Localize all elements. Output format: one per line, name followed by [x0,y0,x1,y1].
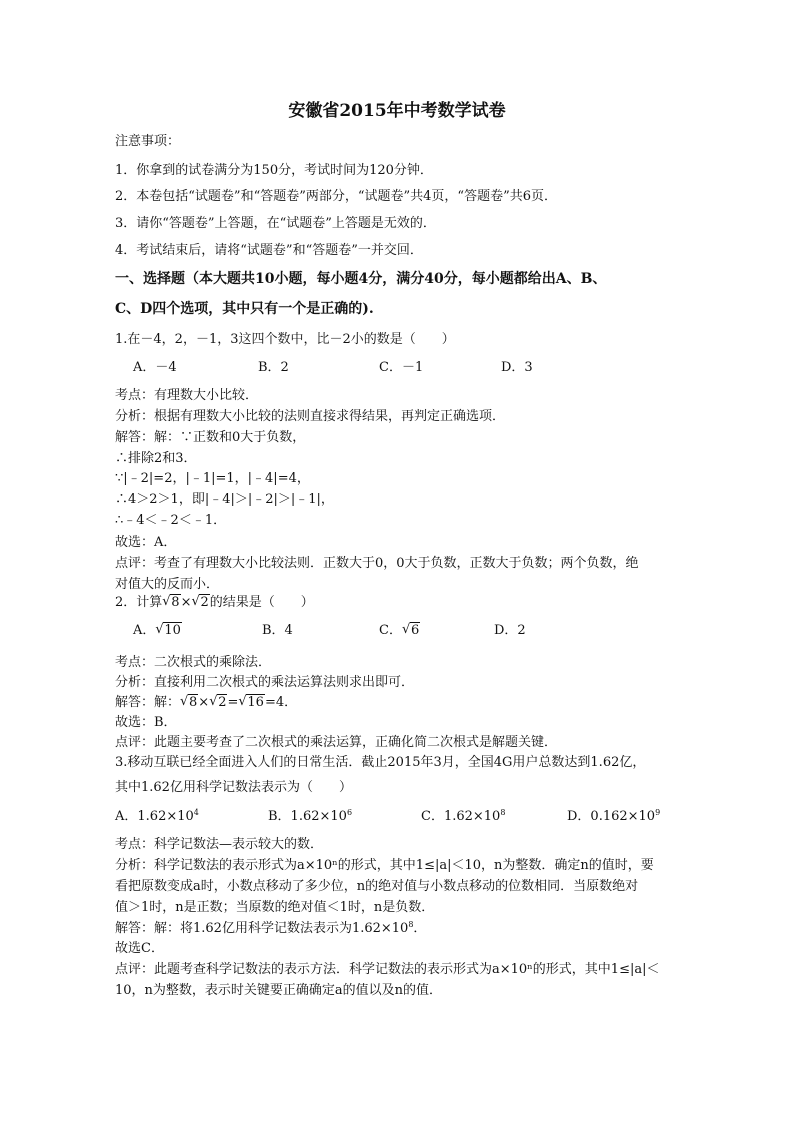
sqrt-6 [402,622,420,640]
equals-sign: = [227,695,239,710]
q3-answer [115,920,426,938]
q2-comment: 点评：此题主要考查了二次根式的乘法运算，正确化简二次根式是解题关键． [115,735,558,750]
sqrt-10 [155,622,182,640]
q1-answer-line: ∴4＞2＞1，即|﹣4|＞|﹣2|＞|﹣1|， [115,492,334,507]
section-heading-cont: C、D四个选项，其中只有一个是正确的). [115,301,374,317]
sqrt-16 [238,694,265,712]
q1-option-b: B．2 [258,360,289,375]
notice-item: 1．你拿到的试卷满分为150分，考试时间为120分钟． [115,163,433,178]
notice-item: 4．考试结束后，请将“试题卷”和“答题卷”一并交回． [115,243,423,258]
q2-kaodian: 考点：二次根式的乘除法． [115,655,272,670]
q1-choice: 故选：A． [115,535,177,550]
q1-comment: 点评：考查了有理数大小比较法则．正数大于0，0大于负数，正数大于负数；两个负数，绝 [115,556,639,571]
q3-choice: 故选C． [115,941,164,956]
q2-option-c [379,622,420,640]
q3-fenxi-cont: 看把原数变成a时，小数点移动了多少位，n的绝对值与小数点移动的位数相同．当原数绝对 [115,879,639,894]
q1-answer-line: 解答：解：∵正数和0大于负数， [115,430,306,445]
sqrt-2 [191,594,209,612]
q3-option-d [567,808,660,826]
q2-choice: 故选：B． [115,715,177,730]
option-label: C． [379,623,402,638]
q1-fenxi: 分析：根据有理数大小比较的法则直接求得结果，再判定正确选项． [115,409,506,424]
radicand: 6 [410,623,420,638]
q1-option-a: A．－4 [133,360,177,375]
answer-text: 解答：解：将1.62亿用科学记数法表示为1.62×10 [115,921,409,936]
section-heading: 一、选择题（本大题共10小题，每小题4分，满分40分，每小题都给出A、B、 [115,271,607,287]
exam-title: 安徽省2015年中考数学试卷 [288,101,506,121]
q3-comment: 点评：此题考查科学记数法的表示方法．科学记数法的表示形式为a×10ⁿ的形式，其中1≤|a|＜ [115,962,660,977]
q1-answer-line: ∴﹣4＜﹣2＜﹣1． [115,513,227,528]
answer-prefix: 解答：解： [115,695,181,710]
times-sign: × [198,695,210,710]
q2-stem-prefix: 2．计算 [115,595,163,610]
option-exponent: 8 [500,808,506,817]
option-base: A．1.62×10 [115,809,194,824]
sqrt-8 [180,694,198,712]
question-2-stem [115,594,314,612]
times-sign: × [180,595,192,610]
answer-end: =4． [264,695,298,710]
q1-option-c: C．－1 [379,360,424,375]
q2-stem-suffix: 的结果是（ ） [209,595,314,610]
sqrt-2 [209,694,227,712]
option-base: C．1.62×10 [421,809,501,824]
q2-fenxi: 分析：直接利用二次根式的乘法运算法则求出即可． [115,675,415,690]
question-3-stem: 3.移动互联已经全面进入人们的日常生活．截止2015年3月，全国4G用户总数达到1.62亿， [115,755,646,770]
answer-exponent: 8 [408,920,414,929]
q3-fenxi-cont: 值＞1时，n是正数；当原数的绝对值＜1时，n是负数． [115,900,435,915]
notice-item: 3．请你“答题卷”上答题，在“试题卷”上答题是无效的． [115,216,436,231]
option-base: D．0.162×10 [567,809,656,824]
option-base: B．1.62×10 [268,809,347,824]
q2-option-d: D．2 [494,623,526,638]
q3-comment-cont: 10，n为整数，表示时关键要正确确定a的值以及n的值． [115,983,443,998]
radicand: 8 [189,695,198,710]
notice-item: 2．本卷包括“试题卷”和“答题卷”两部分，“试题卷”共4页，“答题卷”共6页． [115,189,557,204]
q3-kaodian: 考点：科学记数法—表示较大的数． [115,837,324,852]
option-exponent: 9 [655,808,661,817]
question-3-stem-cont: 其中1.62亿用科学记数法表示为（ ） [115,780,352,795]
notice-heading: 注意事项： [115,134,181,149]
question-1-stem: 1.在－4，2，－1，3这四个数中，比－2小的数是（ ） [115,332,455,347]
radicand: 16 [247,695,264,710]
radicand: 2 [200,595,209,610]
option-exponent: 6 [346,808,353,817]
q3-fenxi: 分析：科学记数法的表示形式为a×10ⁿ的形式，其中1≤|a|＜10，n为整数．确定n的值时，要 [115,858,654,873]
q3-option-a [115,808,199,826]
q1-comment-cont: 对值大的反而小． [115,577,220,592]
radicand: 2 [218,695,227,710]
sqrt-8 [162,594,180,612]
q2-option-a [133,622,182,640]
q1-kaodian: 考点：有理数大小比较． [115,388,259,403]
option-exponent: 4 [193,808,199,817]
q3-option-b [268,808,352,826]
option-label: A． [133,623,156,638]
radicand: 10 [164,623,181,638]
answer-end: ． [413,921,427,936]
q2-option-b: B．4 [262,623,293,638]
q1-answer-line: ∴排除2和3． [115,451,197,466]
q1-option-d: D．3 [501,360,533,375]
q2-answer [115,694,297,712]
radicand: 8 [171,595,180,610]
q3-option-c [421,808,505,826]
q1-answer-line: ∵|﹣2|=2，|﹣1|=1，|﹣4|=4， [115,471,310,486]
